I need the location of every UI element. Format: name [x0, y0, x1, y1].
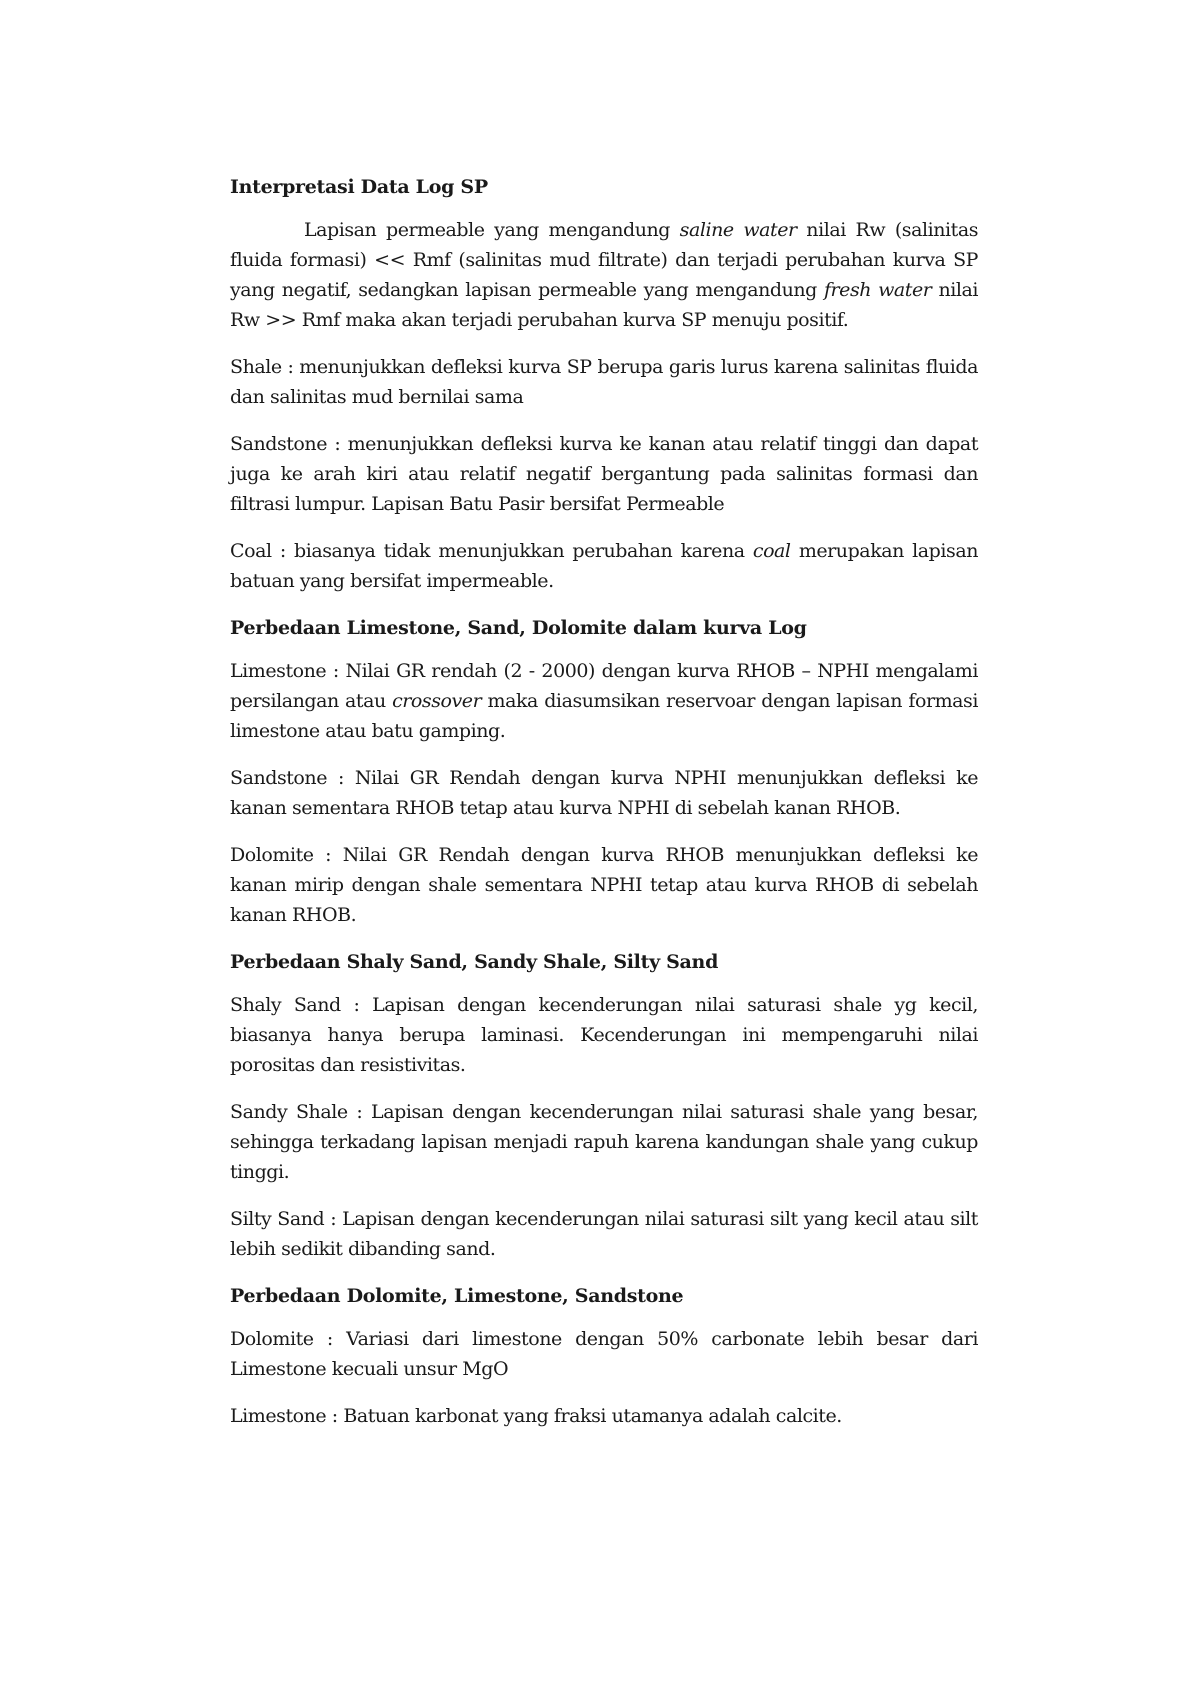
section-shaly-sandy-silty	[230, 947, 978, 1264]
heading-interpretasi-sp: Interpretasi Data Log SP	[230, 176, 488, 198]
paragraph-dls-dolomite: Dolomite : Variasi dari limestone dengan 50% carbonate lebih besar dari Limestone kecuali unsur MgO	[230, 1328, 978, 1380]
italic-run-saline-water: saline water	[679, 219, 797, 241]
paragraph-sp-intro	[230, 215, 978, 335]
paragraph-sss-silty-sand: Silty Sand : Lapisan dengan kecenderungan nilai saturasi silt yang kecil atau silt lebih sedikit dibanding sand.	[230, 1208, 978, 1260]
paragraph-dls-limestone: Limestone : Batuan karbonat yang fraksi utamanya adalah calcite.	[230, 1405, 842, 1427]
section-interpretasi-sp	[230, 172, 978, 596]
paragraph-lsd-sandstone: Sandstone : Nilai GR Rendah dengan kurva NPHI menunjukkan defleksi ke kanan sementara RHOB tetap atau kurva NPHI di sebelah kanan RHOB.	[230, 767, 978, 819]
paragraph-lsd-limestone	[230, 656, 978, 746]
paragraph-sss-sandy-shale: Sandy Shale : Lapisan dengan kecenderungan nilai saturasi shale yang besar, sehingga terkadang lapisan menjadi rapuh karena kandungan shale yang cukup tinggi.	[230, 1101, 978, 1183]
heading-limestone-sand-dolomite: Perbedaan Limestone, Sand, Dolomite dalam kurva Log	[230, 617, 807, 639]
text-run: Lapisan permeable yang mengandung	[304, 219, 680, 241]
italic-run-crossover: crossover	[392, 690, 482, 712]
document-page	[230, 172, 978, 1448]
paragraph-sp-coal	[230, 536, 978, 596]
text-run: Limestone : Nilai GR rendah (2 - 2000) dengan kurva RHOB – NPHI mengalami persilangan atau	[230, 660, 978, 712]
text-run: nilai Rw >> Rmf maka akan terjadi perubahan kurva SP menuju positif.	[230, 279, 978, 331]
paragraph-lsd-dolomite: Dolomite : Nilai GR Rendah dengan kurva RHOB menunjukkan defleksi ke kanan mirip dengan shale sementara NPHI tetap atau kurva RHOB di sebelah kanan RHOB.	[230, 844, 978, 926]
paragraph-sp-shale: Shale : menunjukkan defleksi kurva SP berupa garis lurus karena salinitas fluida dan salinitas mud bernilai sama	[230, 356, 978, 408]
section-limestone-sand-dolomite	[230, 613, 978, 930]
text-run: merupakan lapisan batuan yang bersifat impermeable.	[230, 540, 978, 592]
heading-shaly-sandy-silty: Perbedaan Shaly Sand, Sandy Shale, Silty Sand	[230, 951, 719, 973]
section-dolomite-limestone-sandstone	[230, 1281, 978, 1431]
text-run: Coal : biasanya tidak menunjukkan perubahan karena	[230, 540, 753, 562]
italic-run-coal: coal	[752, 540, 791, 562]
paragraph-sss-shaly-sand: Shaly Sand : Lapisan dengan kecenderungan nilai saturasi shale yg kecil, biasanya hanya berupa laminasi. Kecenderungan ini mempengaruhi nilai porositas dan resistivitas.	[230, 994, 978, 1076]
paragraph-sp-sandstone: Sandstone : menunjukkan defleksi kurva ke kanan atau relatif tinggi dan dapat juga ke arah kiri atau relatif negatif bergantung pada salinitas formasi dan filtrasi lumpur. Lapisan Batu Pasir bersifat Permeable	[230, 433, 978, 515]
text-run: maka diasumsikan reservoar dengan lapisan formasi limestone atau batu gamping.	[230, 690, 978, 742]
heading-dolomite-limestone-sandstone: Perbedaan Dolomite, Limestone, Sandstone	[230, 1285, 684, 1307]
text-run: nilai Rw (salinitas fluida formasi) << Rmf (salinitas mud filtrate) dan terjadi perubahan kurva SP yang negatif, sedangkan lapisan permeable yang mengandung	[230, 219, 979, 301]
italic-run-fresh-water: fresh water	[823, 279, 932, 301]
